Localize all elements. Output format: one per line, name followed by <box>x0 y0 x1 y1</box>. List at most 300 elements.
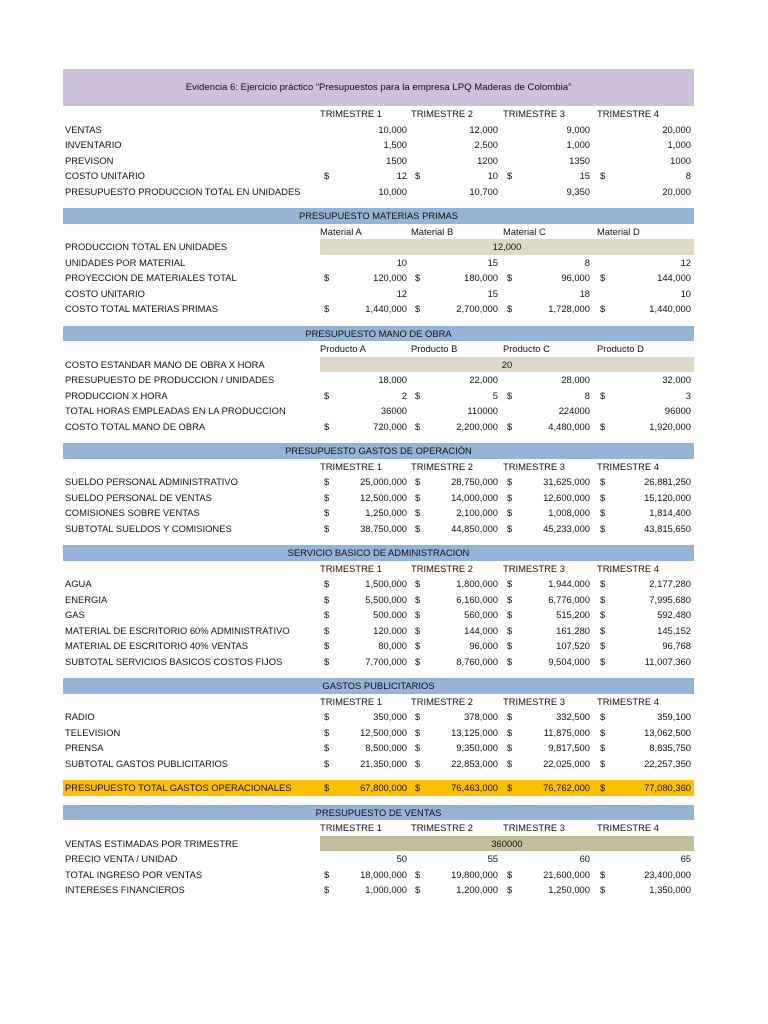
column-header: TRIMESTRE 4 <box>597 460 659 472</box>
spacer <box>63 669 694 678</box>
cell-value: 15 <box>487 256 498 268</box>
currency-symbol: $ <box>415 884 421 895</box>
table-row <box>63 576 694 592</box>
currency-symbol: $ <box>600 389 606 401</box>
currency-symbol: $ <box>415 522 421 534</box>
currency-symbol: $ <box>507 711 513 722</box>
cell-value: 11,875,000 <box>543 726 590 738</box>
cell-value: 5,500,000 <box>365 593 407 605</box>
cell-value: 8 <box>584 256 590 268</box>
column-header: TRIMESTRE 2 <box>411 460 473 472</box>
spacer <box>63 796 694 805</box>
currency-symbol: $ <box>324 389 330 401</box>
currency-symbol: $ <box>324 609 330 620</box>
section-title-materias: PRESUPUESTO MATERIAS PRIMAS <box>63 208 694 224</box>
currency-symbol: $ <box>324 868 330 880</box>
table-row <box>63 592 694 608</box>
currency-symbol: $ <box>507 884 513 895</box>
currency-symbol: $ <box>415 303 421 314</box>
currency-symbol: $ <box>415 624 421 636</box>
cell-value: 12,000 <box>469 123 498 135</box>
cell-value: 224000 <box>558 405 590 416</box>
currency-symbol: $ <box>600 303 606 314</box>
cell-value: 1,008,000 <box>548 507 590 518</box>
spacer <box>63 434 694 443</box>
table-row <box>63 623 694 639</box>
currency-symbol: $ <box>415 711 421 722</box>
currency-symbol: $ <box>415 272 421 283</box>
currency-symbol: $ <box>415 476 421 487</box>
row-label: GAS <box>65 609 85 620</box>
column-header: TRIMESTRE 1 <box>320 562 382 574</box>
currency-symbol: $ <box>324 303 330 314</box>
cell-value: 144,000 <box>657 272 691 283</box>
cell-value: 15 <box>579 170 590 181</box>
table-row <box>63 867 694 883</box>
cell-value: 2,177,280 <box>649 578 691 589</box>
cell-value: 96000 <box>664 405 691 416</box>
section-title-ventas: PRESUPUESTO DE VENTAS <box>63 805 694 821</box>
cell-value: 9,817,500 <box>548 742 590 753</box>
cell-value: 15,120,000 <box>644 491 691 503</box>
cell-value: 96,000 <box>469 640 498 651</box>
cell-value: 2,200,000 <box>456 420 498 432</box>
cell-value: 1,000 <box>566 139 590 150</box>
currency-symbol: $ <box>600 624 606 636</box>
cell-value: 7,700,000 <box>365 655 407 667</box>
cell-value: 19,800,000 <box>451 868 498 880</box>
cell-value: 6,776,000 <box>548 593 590 605</box>
cell-value: 13,125,000 <box>451 726 498 738</box>
currency-symbol: $ <box>415 170 421 181</box>
cell-value: 1,500 <box>383 139 407 150</box>
column-header: TRIMESTRE 4 <box>597 695 659 707</box>
currency-symbol: $ <box>324 711 330 722</box>
row-label: INVENTARIO <box>65 139 122 150</box>
cell-value: 1,350,000 <box>649 884 691 895</box>
currency-symbol: $ <box>507 170 513 181</box>
row-label: MATERIAL DE ESCRITORIO 40% VENTAS <box>65 640 249 651</box>
row-label: COMISIONES SOBRE VENTAS <box>65 507 200 518</box>
currency-symbol: $ <box>600 578 606 589</box>
cell-value: 1,250,000 <box>365 507 407 518</box>
table-row <box>63 780 694 796</box>
cell-value: 10 <box>396 256 407 268</box>
currency-symbol: $ <box>415 640 421 651</box>
table-row <box>63 474 694 490</box>
cell-value: 1,000,000 <box>365 884 407 895</box>
cell-value: 80,000 <box>378 640 407 651</box>
row-label: COSTO TOTAL MANO DE OBRA <box>65 420 206 432</box>
cell-value: 1,920,000 <box>649 420 691 432</box>
quarter-header-row <box>63 820 694 836</box>
cell-value: 96,768 <box>662 640 691 651</box>
cell-value: 76,463,000 <box>451 782 498 793</box>
document-title <box>63 69 694 106</box>
currency-symbol: $ <box>324 782 330 793</box>
cell-value: 1,500,000 <box>365 578 407 589</box>
row-label: SUBTOTAL SERVICIOS BASICOS COSTOS FIJOS <box>65 655 283 667</box>
cell-value: 25,000,000 <box>360 476 407 487</box>
cell-value: 77,080,360 <box>644 782 691 793</box>
currency-symbol: $ <box>600 170 606 181</box>
currency-symbol: $ <box>415 757 421 769</box>
cell-value: 31,625,000 <box>543 476 590 487</box>
cell-value: 38,750,000 <box>360 522 407 534</box>
quarter-header-row <box>63 561 694 577</box>
cell-value: 4,480,000 <box>548 420 590 432</box>
currency-symbol: $ <box>600 782 606 793</box>
row-label: PREVISON <box>65 154 114 166</box>
table-row <box>63 137 694 153</box>
row-label: AGUA <box>65 578 92 589</box>
currency-symbol: $ <box>415 742 421 753</box>
cell-value: 44,850,000 <box>451 522 498 534</box>
table-row <box>63 851 694 867</box>
table-row <box>63 403 694 419</box>
spacer <box>63 536 694 545</box>
table-row <box>63 372 694 388</box>
row-label: TELEVISION <box>65 726 121 738</box>
cell-value: 110000 <box>467 405 498 416</box>
currency-symbol: $ <box>324 507 330 518</box>
column-header: Producto C <box>503 343 550 354</box>
cell-value: 12 <box>396 170 407 181</box>
cell-value: 9,504,000 <box>548 655 590 667</box>
column-header: Producto B <box>411 343 458 354</box>
column-header: Material A <box>320 225 362 237</box>
currency-symbol: $ <box>600 757 606 769</box>
row-label: PRECIO VENTA / UNIDAD <box>65 853 178 864</box>
currency-symbol: $ <box>507 507 513 518</box>
cell-value: 10,700 <box>469 185 498 197</box>
cell-value: 9,350,000 <box>456 742 498 753</box>
cell-value: 22,000 <box>469 374 498 385</box>
cell-value: 12 <box>680 256 691 268</box>
row-label: VENTAS <box>65 123 102 135</box>
currency-symbol: $ <box>507 389 513 401</box>
currency-symbol: $ <box>600 522 606 534</box>
row-label: SUELDO PERSONAL ADMINISTRATIVO <box>65 476 238 487</box>
currency-symbol: $ <box>415 782 421 793</box>
cell-value: 10 <box>487 170 498 181</box>
row-label: PRODUCCION X HORA <box>65 389 168 401</box>
row-label: SUBTOTAL SUELDOS Y COMISIONES <box>65 522 232 534</box>
currency-symbol: $ <box>415 389 421 401</box>
table-row <box>63 301 694 317</box>
cell-value: 1,440,000 <box>365 303 407 314</box>
cell-value: 55 <box>487 853 498 864</box>
column-header: TRIMESTRE 4 <box>597 822 659 833</box>
currency-symbol: $ <box>324 272 330 283</box>
currency-symbol: $ <box>324 742 330 753</box>
spreadsheet-content <box>63 106 694 898</box>
column-header: TRIMESTRE 3 <box>503 460 565 472</box>
currency-symbol: $ <box>600 868 606 880</box>
currency-symbol: $ <box>507 578 513 589</box>
currency-symbol: $ <box>415 655 421 667</box>
cell-value: 12,600,000 <box>543 491 590 503</box>
row-label: TOTAL INGRESO POR VENTAS <box>65 868 203 880</box>
table-row <box>63 607 694 623</box>
cell-value: 36000 <box>380 405 407 416</box>
row-label: ENERGIA <box>65 593 108 605</box>
cell-value: 13,062,500 <box>644 726 691 738</box>
cell-value: 500,000 <box>373 609 407 620</box>
currency-symbol: $ <box>324 624 330 636</box>
table-row <box>63 419 694 435</box>
currency-symbol: $ <box>415 491 421 503</box>
currency-symbol: $ <box>415 868 421 880</box>
currency-symbol: $ <box>507 726 513 738</box>
row-label: PRENSA <box>65 742 104 753</box>
currency-symbol: $ <box>600 420 606 432</box>
table-row <box>63 505 694 521</box>
currency-symbol: $ <box>324 491 330 503</box>
currency-symbol: $ <box>324 593 330 605</box>
cell-value: 18 <box>579 287 590 299</box>
column-header: TRIMESTRE 4 <box>597 562 659 574</box>
cell-value: 10,000 <box>378 123 407 135</box>
row-label: COSTO ESTANDAR MANO DE OBRA X HORA <box>65 358 265 370</box>
table-row <box>63 388 694 404</box>
currency-symbol: $ <box>600 593 606 605</box>
currency-symbol: $ <box>324 170 330 181</box>
merged-row <box>63 836 694 852</box>
material-header-row <box>63 224 694 240</box>
column-header: TRIMESTRE 2 <box>411 822 473 833</box>
cell-value: 145,152 <box>657 624 691 636</box>
currency-symbol: $ <box>324 757 330 769</box>
section-title-publicitarios: GASTOS PUBLICITARIOS <box>63 678 694 694</box>
column-header: Material C <box>503 225 546 237</box>
row-label: RADIO <box>65 711 95 722</box>
column-header: TRIMESTRE 2 <box>411 695 473 707</box>
column-header: Material D <box>597 225 640 237</box>
currency-symbol: $ <box>600 655 606 667</box>
cell-value: 14,000,000 <box>451 491 498 503</box>
currency-symbol: $ <box>507 624 513 636</box>
cell-value: 1,728,000 <box>548 303 590 314</box>
table-row <box>63 255 694 271</box>
currency-symbol: $ <box>415 507 421 518</box>
table-row <box>63 654 694 670</box>
merged-value: 360000 <box>320 836 694 852</box>
currency-symbol: $ <box>600 711 606 722</box>
row-label: PRESUPUESTO PRODUCCION TOTAL EN UNIDADES <box>65 185 301 197</box>
cell-value: 1000 <box>670 154 691 166</box>
cell-value: 12,500,000 <box>360 491 407 503</box>
section-title-mano-obra: PRESUPUESTO MANO DE OBRA <box>63 326 694 342</box>
table-row <box>63 490 694 506</box>
cell-value: 11,007,360 <box>644 655 691 667</box>
currency-symbol: $ <box>600 272 606 283</box>
cell-value: 67,800,000 <box>360 782 407 793</box>
cell-value: 12 <box>396 287 407 299</box>
cell-value: 22,853,000 <box>451 757 498 769</box>
currency-symbol: $ <box>600 491 606 503</box>
currency-symbol: $ <box>507 593 513 605</box>
table-row <box>63 286 694 302</box>
currency-symbol: $ <box>507 655 513 667</box>
cell-value: 560,000 <box>464 609 498 620</box>
cell-value: 21,600,000 <box>543 868 590 880</box>
row-label: COSTO UNITARIO <box>65 170 145 181</box>
spreadsheet <box>63 69 694 898</box>
currency-symbol: $ <box>600 742 606 753</box>
column-header: TRIMESTRE 1 <box>320 460 382 472</box>
column-header: Producto A <box>320 343 366 354</box>
table-row <box>63 882 694 898</box>
currency-symbol: $ <box>415 726 421 738</box>
quarter-header-row <box>63 106 694 122</box>
column-header: TRIMESTRE 3 <box>503 822 565 833</box>
currency-symbol: $ <box>600 609 606 620</box>
cell-value: 8 <box>584 389 590 401</box>
spacer <box>63 771 694 780</box>
currency-symbol: $ <box>600 640 606 651</box>
currency-symbol: $ <box>507 272 513 283</box>
cell-value: 120,000 <box>373 624 407 636</box>
cell-value: 23,400,000 <box>644 868 691 880</box>
column-header: TRIMESTRE 2 <box>411 108 473 119</box>
column-header: Material B <box>411 225 454 237</box>
row-label: COSTO UNITARIO <box>65 287 145 299</box>
column-header: TRIMESTRE 4 <box>597 108 659 119</box>
cell-value: 120,000 <box>373 272 407 283</box>
cell-value: 107,520 <box>556 640 590 651</box>
currency-symbol: $ <box>415 609 421 620</box>
currency-symbol: $ <box>600 884 606 895</box>
cell-value: 350,000 <box>373 711 407 722</box>
row-label: PRESUPUESTO DE PRODUCCION / UNIDADES <box>65 374 275 385</box>
currency-symbol: $ <box>415 578 421 589</box>
table-row <box>63 638 694 654</box>
cell-value: 8 <box>685 170 691 181</box>
cell-value: 1,200,000 <box>456 884 498 895</box>
currency-symbol: $ <box>324 476 330 487</box>
cell-value: 15 <box>487 287 498 299</box>
cell-value: 1,440,000 <box>649 303 691 314</box>
table-row <box>63 756 694 772</box>
cell-value: 20,000 <box>662 123 691 135</box>
cell-value: 1200 <box>477 154 498 166</box>
spacer <box>63 199 694 208</box>
cell-value: 8,835,750 <box>649 742 691 753</box>
row-label: TOTAL HORAS EMPLEADAS EN LA PRODUCCION <box>65 405 286 416</box>
product-header-row <box>63 341 694 357</box>
row-label: PRESUPUESTO TOTAL GASTOS OPERACIONALES <box>65 782 292 793</box>
currency-symbol: $ <box>324 726 330 738</box>
cell-value: 45,233,000 <box>543 522 590 534</box>
row-label: INTERESES FINANCIEROS <box>65 884 185 895</box>
table-row <box>63 270 694 286</box>
cell-value: 32,000 <box>662 374 691 385</box>
cell-value: 1,250,000 <box>548 884 590 895</box>
spacer <box>63 317 694 326</box>
table-row <box>63 709 694 725</box>
column-header: TRIMESTRE 1 <box>320 822 382 833</box>
currency-symbol: $ <box>507 303 513 314</box>
column-header: TRIMESTRE 1 <box>320 695 382 707</box>
row-label: PROYECCION DE MATERIALES TOTAL <box>65 272 237 283</box>
cell-value: 720,000 <box>373 420 407 432</box>
cell-value: 76,762,000 <box>543 782 590 793</box>
cell-value: 21,350,000 <box>360 757 407 769</box>
cell-value: 50 <box>396 853 407 864</box>
row-label: PRODUCCION TOTAL EN UNIDADES <box>65 241 228 252</box>
column-header: TRIMESTRE 3 <box>503 108 565 119</box>
cell-value: 359,100 <box>657 711 691 722</box>
currency-symbol: $ <box>415 420 421 432</box>
cell-value: 3 <box>685 389 691 401</box>
cell-value: 161,280 <box>556 624 590 636</box>
cell-value: 1,800,000 <box>456 578 498 589</box>
currency-symbol: $ <box>324 884 330 895</box>
cell-value: 96,000 <box>561 272 590 283</box>
cell-value: 8,500,000 <box>365 742 407 753</box>
cell-value: 1,814,400 <box>649 507 691 518</box>
cell-value: 8,760,000 <box>456 655 498 667</box>
currency-symbol: $ <box>507 522 513 534</box>
column-header: TRIMESTRE 3 <box>503 562 565 574</box>
row-label: UNIDADES POR MATERIAL <box>65 256 186 268</box>
currency-symbol: $ <box>324 522 330 534</box>
section-title-gastos-operacion: PRESUPUESTO GASTOS DE OPERACIÓN <box>63 443 694 459</box>
currency-symbol: $ <box>507 757 513 769</box>
document-title-text: Evidencia 6: Ejercicio práctico “Presupuestos para la empresa LPQ Maderas de Colombia” <box>185 82 572 93</box>
table-row <box>63 521 694 537</box>
row-label: COSTO TOTAL MATERIAS PRIMAS <box>65 303 218 314</box>
cell-value: 9,350 <box>566 185 590 197</box>
currency-symbol: $ <box>600 476 606 487</box>
cell-value: 22,025,000 <box>543 757 590 769</box>
cell-value: 592,480 <box>657 609 691 620</box>
currency-symbol: $ <box>415 593 421 605</box>
currency-symbol: $ <box>324 420 330 432</box>
cell-value: 2,700,000 <box>456 303 498 314</box>
cell-value: 332,500 <box>556 711 590 722</box>
cell-value: 12,500,000 <box>360 726 407 738</box>
cell-value: 378,000 <box>464 711 498 722</box>
table-row <box>63 168 694 184</box>
currency-symbol: $ <box>600 726 606 738</box>
cell-value: 18,000,000 <box>360 868 407 880</box>
currency-symbol: $ <box>324 640 330 651</box>
cell-value: 1500 <box>386 154 407 166</box>
cell-value: 20,000 <box>662 185 691 197</box>
cell-value: 60 <box>579 853 590 864</box>
cell-value: 6,160,000 <box>456 593 498 605</box>
quarter-header-row <box>63 694 694 710</box>
currency-symbol: $ <box>507 476 513 487</box>
cell-value: 65 <box>680 853 691 864</box>
currency-symbol: $ <box>324 578 330 589</box>
row-label: VENTAS ESTIMADAS POR TRIMESTRE <box>65 837 239 849</box>
currency-symbol: $ <box>507 640 513 651</box>
table-row <box>63 725 694 741</box>
currency-symbol: $ <box>507 491 513 503</box>
merged-row <box>63 357 694 373</box>
column-header: Producto D <box>597 343 644 354</box>
cell-value: 5 <box>492 389 498 401</box>
currency-symbol: $ <box>507 868 513 880</box>
cell-value: 1,000 <box>667 139 691 150</box>
cell-value: 10,000 <box>378 185 407 197</box>
row-label: SUELDO PERSONAL DE VENTAS <box>65 491 212 503</box>
cell-value: 2,500 <box>474 139 498 150</box>
cell-value: 1350 <box>569 154 590 166</box>
